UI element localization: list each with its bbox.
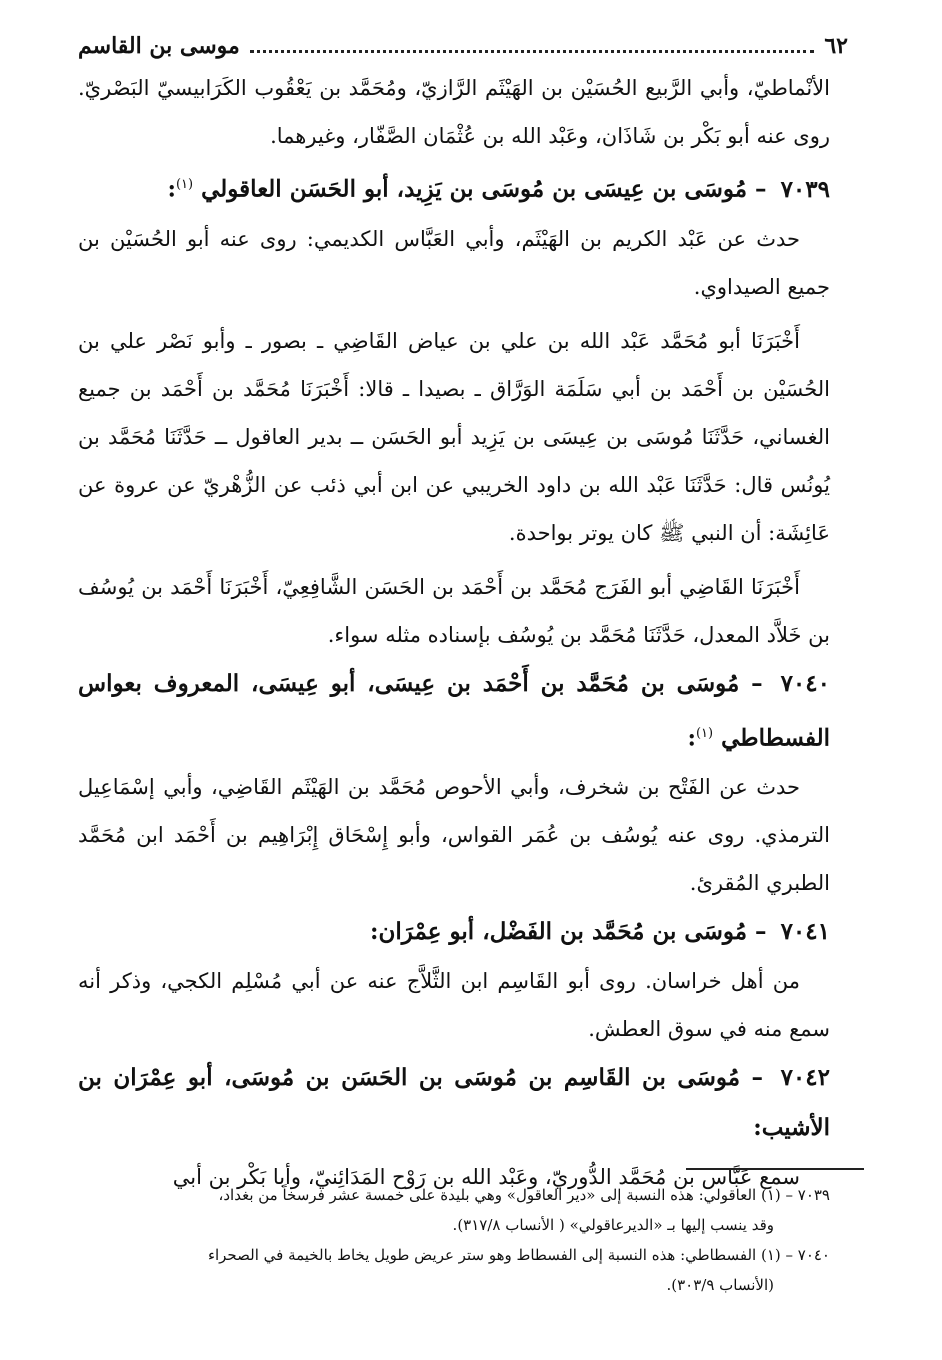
- entry-heading-7041: [78, 907, 830, 957]
- entry-number: ٧٠٤٠: [780, 669, 830, 697]
- footnote-line: وقد ينسب إليها بـ «الديرعاقولي» ( الأنساب ٣١٧/٨).: [452, 1216, 774, 1234]
- entry-text: أَخْبَرَنَا أبو مُحَمَّد عَبْد الله بن علي بن عياض القَاضِي ـ بصور ـ وأبو نَصْر علي بن الحُسَيْن بن أَحْمَد بن أبي سَلَمَة الوَرَّاق ـ بصيدا ـ قالا: أَخْبَرَنَا مُحَمَّد بن أَحْمَد بن جميع الغساني، حَدَّثَنَا مُوسَى بن عِيسَى بن يَزِيد أبو الحَسَن ــ بدير العاقول ــ حَدَّثَنَا مُحَمَّد بن يُونُس قال: حَدَّثَنَا عَبْد الله بن داود الخريبي عن ابن أبي ذئب عن الزُّهْريّ عن عروة عن عَائِشَة: أن النبي ﷺ كان يوتر بواحدة.: [78, 328, 830, 545]
- entry-number: ٧٠٣٩: [780, 175, 830, 203]
- footnote-marker: (١): [695, 725, 714, 741]
- footnote-separator: [686, 1168, 864, 1170]
- entry-title: – مُوسَى بن مُحَمَّد بن أَحْمَد بن عِيسَى، أبو عِيسَى، المعروف بعواس الفسطاطي: [78, 669, 830, 752]
- footnotes: [78, 1180, 830, 1300]
- entry-number: ٧٠٤١: [780, 918, 830, 946]
- entry-heading-7042: [78, 1053, 830, 1153]
- entry-text: حدث عن الفَتْح بن شخرف، وأبي الأحوص مُحَمَّد بن الهَيْثَم القَاضِي، وأبي إسْمَاعِيل الترمذي. روى عنه يُوسُف بن عُمَر القواس، وأبو إِسْحَاق إِبْرَاهِيم بن أَحْمَد ابن مُحَمَّد الطبري المُقرئ.: [78, 775, 830, 896]
- entry-heading-7039: [78, 160, 830, 215]
- footnote-line: ٧٠٤٠ – (١) الفسطاطي: هذه النسبة إلى الفسطاط وهو ستر عريض طويل يخاط بالخيمة في الصحراء: [207, 1246, 830, 1264]
- entry-title: – مُوسَى بن مُحَمَّد بن الفَضْل، أبو عِمْرَان:: [370, 918, 767, 946]
- entry-text: حدث عن عَبْد الكريم بن الهَيْثَم، وأبي العَبَّاس الكديمي: روى عنه أبو الحُسَيْن بن جميع الصيداوي.: [78, 226, 830, 299]
- heading-colon: :: [687, 724, 696, 752]
- footnote-line: (الأنساب ٣٠٣/٩).: [666, 1276, 774, 1294]
- continuation-paragraph: الأنْماطيّ، وأبي الرَّبيع الحُسَيْن بن الهَيْثَم الرَّازيّ، ومُحَمَّد بن يَعْقُوب الكَرَابيسيّ البَصْريّ. روى عنه أبو بَكْر بن شَاذَان، وعَبْد الله بن عُثْمَان الصَّفّار، وغيرهما.: [78, 76, 830, 148]
- entry-text: أَخْبَرَنَا القَاضِي أبو الفَرَج مُحَمَّد بن أَحْمَد بن الحَسَن الشَّافِعِيّ، أَخْبَرَنَا أَحْمَد بن يُوسُف بن خَلاَّد المعدل، حَدَّثَنَا مُحَمَّد بن يُوسُف بإسناده مثله سواء.: [78, 574, 830, 647]
- entry-text: من أهل خراسان. روى أبو القَاسِم ابن الثَّلاَّج عنه عن أبي مُسْلِم الكجي، وذكر أنه سمع منه في سوق العطش.: [78, 969, 830, 1042]
- page-content: [78, 28, 848, 1338]
- running-title: موسى بن القاسم: [78, 33, 240, 59]
- entry-number: ٧٠٤٢: [780, 1064, 830, 1092]
- heading-colon: :: [167, 175, 176, 203]
- entry-title: – مُوسَى بن القَاسِم بن مُوسَى بن الحَسَن بن مُوسَى، أبو عِمْرَان بن الأشيب:: [78, 1064, 830, 1142]
- entry-title: – مُوسَى بن عِيسَى بن مُوسَى بن يَزِيد، أبو الحَسَن العاقولي: [201, 175, 767, 203]
- running-header: [78, 28, 848, 64]
- page-number: ٦٢: [824, 33, 848, 59]
- footnote-line: ٧٠٣٩ – (١) العاقولي: هذه النسبة إلى «دير العاقول» وهي بليدة على خمسة عشر فرسخاً من بغداد،: [218, 1186, 830, 1204]
- entry-text: سمع عَبَّاس بن مُحَمَّد الدُّوريّ، وعَبْد الله بن رَوْح المَدَائِنيّ، وأبا بَكْر بن أبي: [172, 1165, 800, 1190]
- header-dot-leader: [250, 50, 815, 53]
- footnote-marker: (١): [175, 177, 194, 192]
- entry-heading-7040: [78, 659, 830, 764]
